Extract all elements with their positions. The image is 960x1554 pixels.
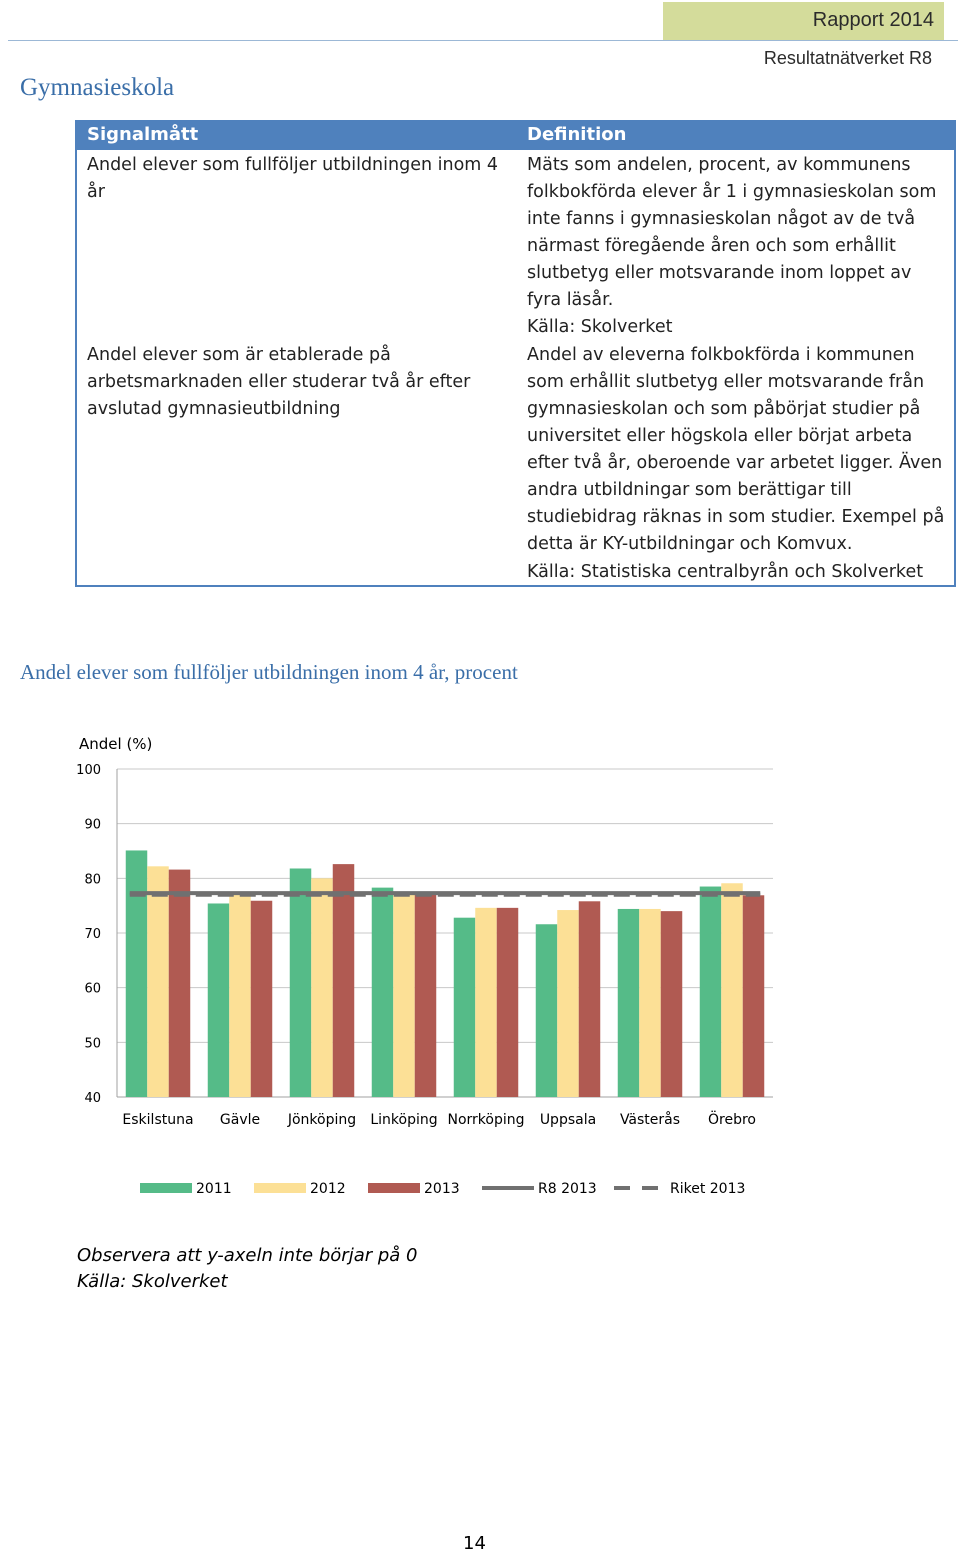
report-badge — [663, 2, 944, 40]
legend-label: 2012 — [310, 1181, 346, 1197]
bar-2012-Norrköping — [475, 908, 497, 1097]
axis-note: Observera att y-axeln inte börjar på 0 — [77, 1245, 418, 1266]
bar-2011-Gävle — [208, 903, 230, 1097]
bar-2012-Örebro — [721, 883, 743, 1097]
report-label: Rapport 2014 — [812, 9, 934, 31]
bar-2013-Jönköping — [333, 864, 355, 1097]
legend-label: 2011 — [196, 1181, 232, 1197]
y-axis-title: Andel (%) — [79, 735, 153, 753]
row1-definition: Mäts som andelen, procent, av kommunens folkbokförda elever år 1 i gymnasieskolan som inte fanns i gymnasieskolan något av de två närmast föregående åren och som erhållit slutbetyg eller motsvarande inom loppet av fyra läsår. — [527, 155, 937, 310]
x-tick-label: Norrköping — [447, 1112, 525, 1128]
x-tick-label: Örebro — [708, 1112, 756, 1128]
row1-measure: Andel elever som fullföljer utbildningen inom 4 år — [87, 155, 499, 202]
y-tick-label: 100 — [76, 763, 101, 778]
x-tick-label: Eskilstuna — [122, 1112, 194, 1128]
bar-2011-Norrköping — [454, 918, 476, 1097]
y-tick-label: 50 — [84, 1036, 101, 1052]
y-tick-label: 60 — [84, 981, 101, 997]
x-tick-label: Uppsala — [539, 1112, 597, 1128]
col-header-definition: Definition — [527, 124, 627, 145]
bar-2011-Västerås — [618, 909, 640, 1097]
bar-2011-Eskilstuna — [126, 850, 148, 1097]
bar-2013-Gävle — [251, 901, 273, 1097]
x-tick-label: Jönköping — [287, 1112, 357, 1128]
section-title: Gymnasieskola — [20, 74, 175, 101]
bar-2012-Västerås — [639, 909, 661, 1097]
bar-2012-Eskilstuna — [147, 866, 169, 1097]
y-tick-label: 70 — [84, 927, 101, 942]
y-tick-label: 40 — [84, 1091, 101, 1106]
row2-measure: Andel elever som är etablerade på arbetsmarknaden eller studerar två år efter avslutad gymnasieutbildning — [87, 345, 471, 419]
legend-label: 2013 — [424, 1181, 460, 1197]
bar-2011-Uppsala — [536, 924, 558, 1097]
bar-2012-Uppsala — [557, 910, 579, 1097]
bar-2012-Jönköping — [311, 878, 333, 1097]
bar-2011-Jönköping — [290, 868, 312, 1097]
legend-label: Riket 2013 — [670, 1181, 746, 1197]
legend-swatch — [368, 1183, 420, 1193]
bar-2013-Västerås — [661, 911, 683, 1097]
legend-label: R8 2013 — [538, 1181, 597, 1197]
col-header-measure: Signalmått — [87, 124, 199, 145]
network-label: Resultatnätverket R8 — [763, 48, 932, 68]
row2-definition: Andel av eleverna folkbokförda i kommunen som erhållit slutbetyg eller motsvarande från gymnasieskolan och som påbörjat studier på universitet eller högskola eller börjat arbeta efter två år, oberoende var arbetet ligger. Även andra utbildningar som berättigar till studiebidrag räknas in som studier. Exempel på detta är KY-utbildningar och Komvux. — [527, 345, 945, 554]
row1-source: Källa: Skolverket — [527, 317, 673, 337]
chart-title: Andel elever som fullföljer utbildningen inom 4 år, procent — [20, 660, 518, 684]
x-tick-label: Linköping — [370, 1112, 438, 1128]
bar-2011-Örebro — [700, 887, 722, 1097]
y-tick-label: 80 — [84, 872, 101, 888]
bar-2012-Linköping — [393, 895, 415, 1097]
bar-2013-Norrköping — [497, 908, 519, 1097]
row2-source: Källa: Statistiska centralbyrån och Skolverket — [527, 562, 924, 582]
y-tick-label: 90 — [84, 817, 101, 833]
bar-2013-Linköping — [415, 892, 437, 1097]
legend-swatch — [254, 1183, 306, 1193]
x-tick-label: Gävle — [219, 1112, 261, 1128]
bar-2013-Örebro — [743, 895, 765, 1097]
x-tick-label: Västerås — [619, 1112, 681, 1128]
bar-2013-Eskilstuna — [169, 870, 191, 1097]
page-number: 14 — [463, 1533, 486, 1554]
bar-2013-Uppsala — [579, 901, 601, 1097]
legend-swatch — [140, 1183, 192, 1193]
bar-chart — [0, 740, 960, 1210]
bar-2012-Gävle — [229, 895, 251, 1097]
bar-2011-Linköping — [372, 888, 394, 1097]
source-note: Källa: Skolverket — [77, 1271, 228, 1292]
header-divider — [8, 40, 958, 41]
